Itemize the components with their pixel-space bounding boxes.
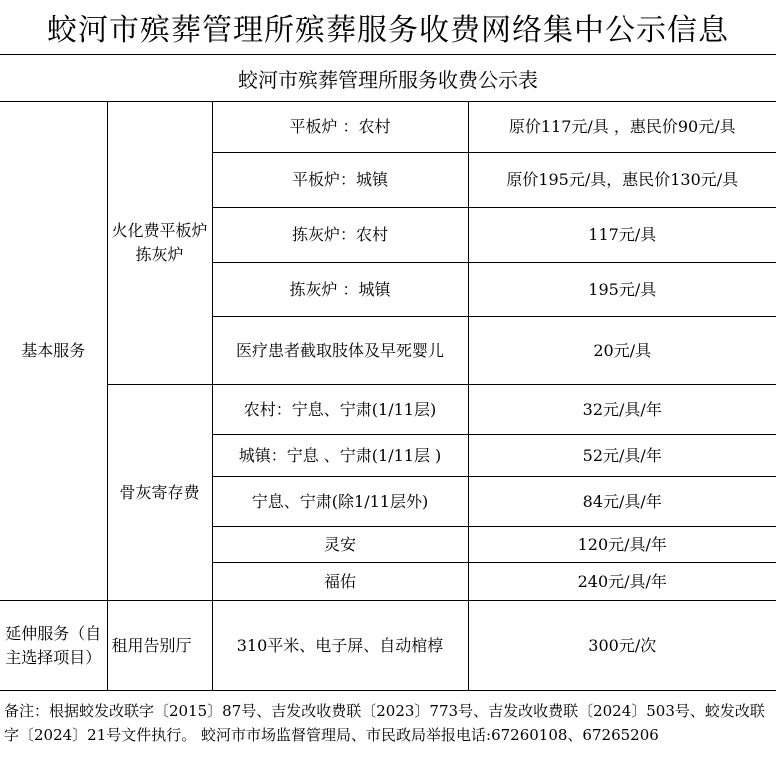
item-cell: 福佑 <box>212 563 468 601</box>
item-cell: 310平米、电子屏、自动棺椁 <box>212 601 468 691</box>
item-cell: 灵安 <box>212 527 468 563</box>
item-cell: 拣灰炉 ：城镇 <box>212 263 468 317</box>
price-cell: 117元/具 <box>468 208 776 263</box>
category-extended-service: 延伸服务（自主选择项目） <box>0 601 107 691</box>
item-cell: 城镇：宁息 、宁肃(1/11层 ) <box>212 435 468 477</box>
item-cell: 医疗患者截取肢体及早死婴儿 <box>212 317 468 385</box>
fee-table <box>0 101 776 691</box>
price-cell: 52元/具/年 <box>468 435 776 477</box>
table-title: 蛟河市殡葬管理所服务收费公示表 <box>238 67 538 92</box>
group-cremation: 火化费平板炉拣灰炉 <box>107 102 212 385</box>
price-cell: 20元/具 <box>468 317 776 385</box>
price-cell: 240元/具/年 <box>468 563 776 601</box>
page-title: 蛟河市殡葬管理所殡葬服务收费网络集中公示信息 <box>0 0 776 55</box>
item-cell: 拣灰炉：农村 <box>212 208 468 263</box>
item-cell: 农村：宁息、宁肃(1/11层) <box>212 385 468 435</box>
group-ash-storage: 骨灰寄存费 <box>107 385 212 601</box>
table-row <box>0 601 776 691</box>
price-cell: 32元/具/年 <box>468 385 776 435</box>
item-cell: 宁息、宁肃(除1/11层外) <box>212 477 468 527</box>
group-rent-hall: 租用告别厅 <box>107 601 212 691</box>
price-cell: 300元/次 <box>468 601 776 691</box>
table-row <box>0 102 776 153</box>
table-row <box>0 385 776 435</box>
item-cell: 平板炉 ：农村 <box>212 102 468 153</box>
category-basic-service: 基本服务 <box>0 102 107 601</box>
price-cell: 120元/具/年 <box>468 527 776 563</box>
item-cell: 平板炉：城镇 <box>212 153 468 208</box>
price-cell: 原价117元/具 ，惠民价90元/具 <box>468 102 776 153</box>
footnote: 备注：根据蛟发改联字〔2015〕87号、吉发改收费联〔2023〕773号、吉发改收费联〔2024〕503号、蛟发改联字〔2024〕21号文件执行。 蛟河市市场监督管理局、市民政局举报电话:67260108、67265206 <box>4 702 765 744</box>
price-cell: 84元/具/年 <box>468 477 776 527</box>
price-cell: 原价195元/具，惠民价130元/具 <box>468 153 776 208</box>
price-cell: 195元/具 <box>468 263 776 317</box>
